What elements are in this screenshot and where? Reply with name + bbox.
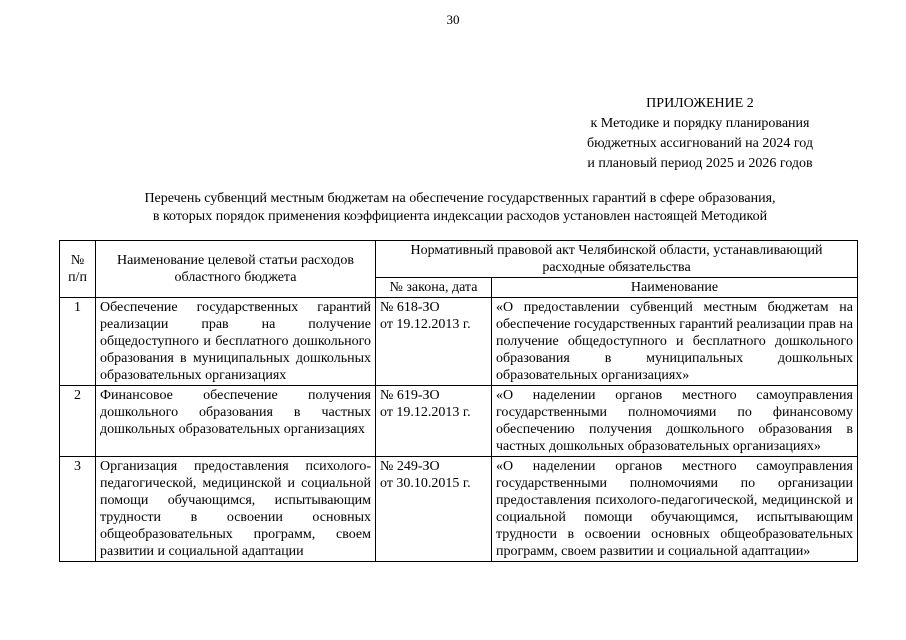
row-law [376,298,492,386]
appendix-line: бюджетных ассигнований на 2024 год [586,136,814,151]
appendix-line: к Методике и порядку планирования [590,116,810,131]
row-article: Обеспечение государственных гарантий реализации прав на получение общедоступного и бесплатного дошкольного образования в муниципальных дошкольных образовательных организациях [96,298,376,386]
table-row [60,457,858,562]
row-act-name: «О наделении органов местного самоуправления государственными полномочиями по организации предоставления психолого-педагогической, медицинской и социальной помощи обучающимся, испытывающим трудности в освоении основных общеобразовательных программ, своем развитии и социальной адаптации» [492,457,858,562]
row-num: 2 [60,386,96,457]
appendix-block [560,94,840,174]
document-title-line: в которых порядок применения коэффициента индексации расходов установлен настоящей Методикой [152,209,768,224]
document-title [60,190,860,226]
document-title-line: Перечень субвенций местным бюджетам на обеспечение государственных гарантий в сфере образования, [144,191,776,206]
header-article-name: Наименование целевой статьи расходов областного бюджета [96,241,376,298]
header-law-number-date: № закона, дата [376,278,492,298]
law-date: от 19.12.2013 г. [380,405,471,420]
row-num: 1 [60,298,96,386]
law-number: № 618-ЗО [380,300,440,315]
row-article: Финансовое обеспечение получения дошкольного образования в частных дошкольных образовательных организациях [96,386,376,457]
row-act-name: «О предоставлении субвенций местным бюджетам на обеспечение государственных гарантий реализации прав на получение общедоступного и бесплатного дошкольного образования в муниципальных дошкольных образовательных организациях» [492,298,858,386]
header-normative-act: Нормативный правовой акт Челябинской области, устанавливающий расходные обязательства [376,241,858,278]
law-date: от 19.12.2013 г. [380,317,471,332]
row-num: 3 [60,457,96,562]
row-law [376,457,492,562]
row-law [376,386,492,457]
law-number: № 249-ЗО [380,459,440,474]
subventions-table [59,240,858,562]
header-num: № п/п [60,241,96,298]
law-number: № 619-ЗО [380,388,440,403]
law-date: от 30.10.2015 г. [380,476,471,491]
table-header-row [60,241,858,278]
row-article: Организация предоставления психолого-педагогической, медицинской и социальной помощи обучающимся, испытывающим трудности в освоении основных общеобразовательных программ, своем развитии и социальной адаптации [96,457,376,562]
appendix-line: и плановый период 2025 и 2026 годов [587,156,813,171]
table-row [60,386,858,457]
page-number: 30 [446,12,460,27]
table-row [60,298,858,386]
row-act-name: «О наделении органов местного самоуправления государственными полномочиями по финансовому обеспечению получения дошкольного образования в частных дошкольных образовательных организациях» [492,386,858,457]
header-act-name: Наименование [492,278,858,298]
appendix-title: ПРИЛОЖЕНИЕ 2 [646,96,754,111]
